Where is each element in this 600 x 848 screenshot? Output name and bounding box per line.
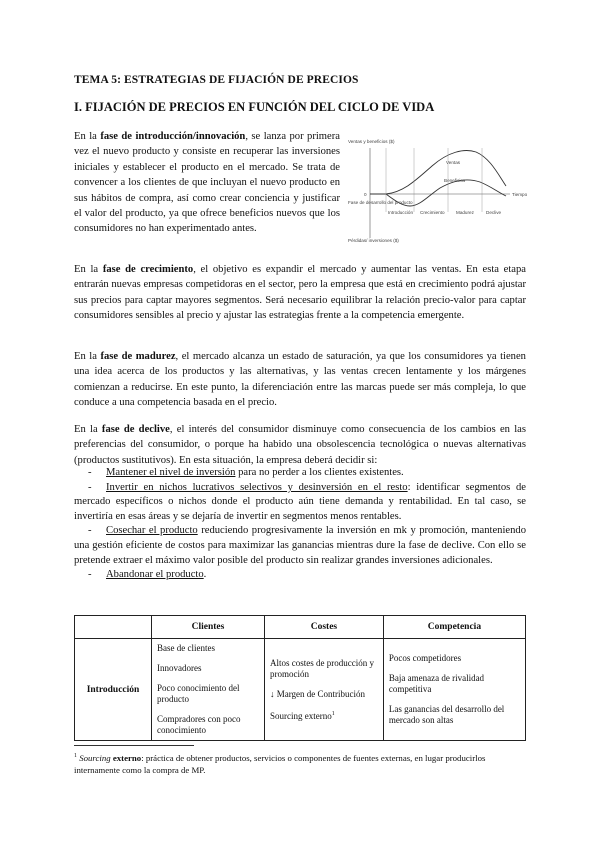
bold-term: fase de introducción/innovación [100,131,246,142]
table-cell-costes: Altos costes de producción y promoción ↓ Margen de Contribución Sourcing externo$^1$ [264,639,383,741]
list-item: - Mantener el nivel de inversión para no perder a los clientes existentes. [88,467,404,478]
table-header-row [75,616,526,639]
section-title: I. FIJACIÓN DE PRECIOS EN FUNCIÓN DEL CICLO DE VIDA [74,100,435,114]
footnote: $^1$ Sourcing externo: práctica de obtener productos, servicios o componentes de fuentes externas, en lugar producirlos internamente como la compra de MP. [74,752,486,775]
phase-label: Declive [486,210,502,215]
list-item: - Abandonar el producto. [88,569,207,581]
paragraph-declive: En la fase de declive, el interés del consumidor disminuye como consecuencia de los cambios en las preferencias del consumidor, o porque ha habido una obsolescencia tecnológica o nuevas alternativas (productos sustitutivos). En esta situación, la empresa deberá decidir si: [74,424,526,466]
document-title: TEMA 5: ESTRATEGIAS DE FIJACIÓN DE PRECIOS [74,74,359,86]
phase-label: Introducción [388,210,414,215]
phase-label: Crecimiento [420,210,445,215]
table-row [75,639,526,741]
list-item: - Cosechar el producto reduciendo progresivamente la inversión en mk y promoción, manteniendo una gestión eficiente de costos para maximizar las ganancias mientras dure la fase de declive. Con ello se pretende extraer el máximo valor posible del producto sin realizar grandes inversiones adicionales. [74,525,526,566]
chart-label-bottom: Pérdidas/ inversiones ($) [348,238,399,243]
profit-curve-label: Beneficios [444,178,466,183]
bold-term: fase de declive [101,424,170,435]
footnote-divider [74,745,194,746]
paragraph-madurez: En la fase de madurez, el mercado alcanza un estado de saturación, ya que los consumidores ya tienen una idea acerca de los productos y las alternativas, y las ventas crecen lentamente y los márgenes comienzan a reducirse. En este punto, la diferenciación entre las marcas puede ser más compleja, lo que conduce a una competencia basada en el precio. [74,351,526,409]
chart-label-top: Ventas y beneficios ($) [348,139,395,144]
row-label: Introducción [75,639,152,741]
list-item: - Invertir en nichos lucrativos selectivos y desinversión en el resto: identificar segmentos de mercado específicos o nichos donde el producto aún tiene demanda y rentabilidad. En tal caso, se invertiría en esas áreas y se dejaría de invertir en segmentos menos rentables. [74,481,526,522]
paragraph-introduccion: En la fase de introducción/innovación, se lanza por primera vez el nuevo producto y consiste en recuperar las inversiones iniciales y establecer el producto en el mercado. Se trata de convencer a los clientes de que incluyan el nuevo producto en sus hábitos de compra, así como crear conciencia y justificar el valor del producto, ya que ofrece beneficios nuevos que los consumidores no han experimentado antes. [74,131,340,235]
sales-curve-label: Ventas [446,160,461,165]
table-cell-clientes: Base de clientes Innovadores Poco conocimiento del producto Compradores con poco conocimiento [152,639,265,741]
chart-zero-label: 0 [364,192,367,197]
bold-term: fase de crecimiento [102,264,194,275]
phase-label: Fase de desarrollo del producto [348,200,413,205]
bold-term: fase de madurez [100,351,176,362]
decline-options-list [74,466,526,583]
table-header: Competencia [383,616,525,639]
phase-label: Madurez [456,210,474,215]
product-life-cycle-chart [344,130,530,250]
table-header [75,616,152,639]
table-header: Costes [264,616,383,639]
paragraph-crecimiento: En la fase de crecimiento, el objetivo es expandir el mercado y aumentar las ventas. En esta etapa entrarán nuevas empresas competidoras en el sector, pero la empresa que está en crecimiento podrá ajustar sus precios para captar mayores segmentos. Será necesario equilibrar la relación precio-valor para captar consumidores sensibles al precio y ajustar las estrategias frente a la competencia emergente. [74,264,527,322]
table-cell-competencia: Pocos competidores Baja amenaza de rivalidad competitiva Las ganancias del desarrollo del mercado son altas [383,639,525,741]
life-cycle-table [74,615,526,741]
table-header: Clientes [152,616,265,639]
sales-curve [386,151,506,194]
chart-x-axis-label: Tiempo [512,192,528,197]
footnote-ref: 1 [331,710,335,717]
